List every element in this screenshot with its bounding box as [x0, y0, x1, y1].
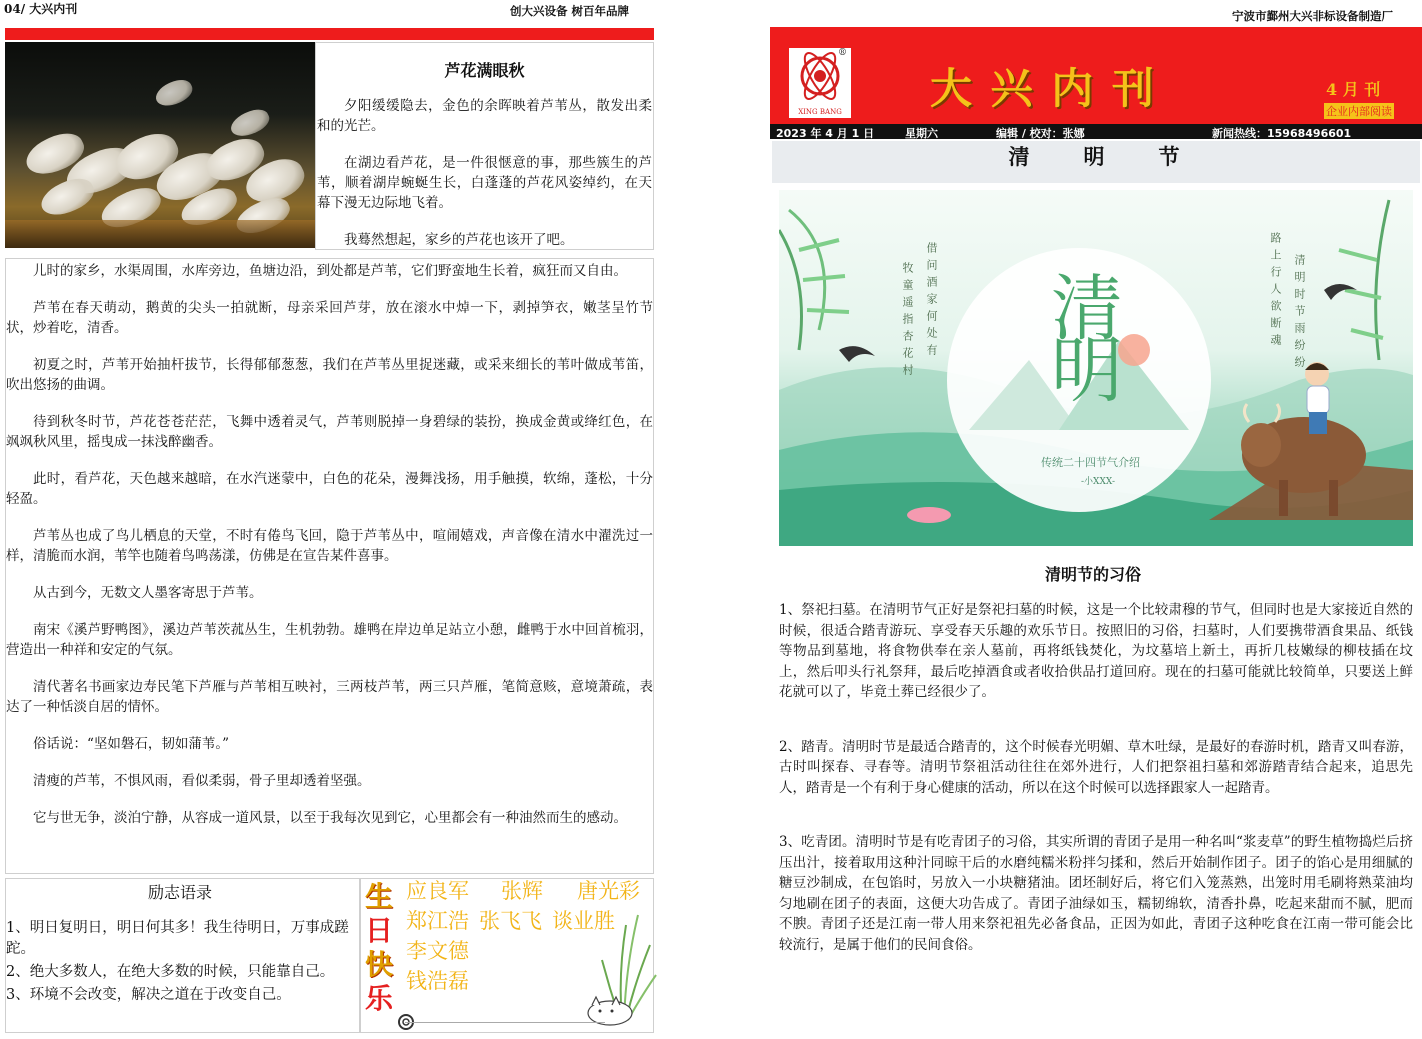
article-title: 芦花满眼秋 — [444, 61, 525, 80]
poem-right-col1: 清明时节雨纷纷 — [1293, 254, 1306, 373]
qingming-illustration — [779, 190, 1413, 546]
poem-left-col2: 牧童遥指杏花村 — [901, 262, 914, 381]
qingming-subtitle: 传统二十四节气介绍 — [1041, 456, 1140, 469]
issue-date: 2023 年 4 月 1 日 — [776, 127, 875, 140]
right-page-header: 宁波市鄞州大兴非标设备制造厂 — [1232, 9, 1393, 23]
birthday-title — [365, 880, 401, 1016]
motto-item: 2、绝大多数人，在绝大多数的时候，只能靠自己。 — [6, 964, 335, 980]
intro-paragraph: 我蓦然想起，家乡的芦花也该开了吧。 — [344, 232, 574, 248]
section-title: 清 明 节 — [1008, 144, 1184, 169]
left-page-header-left: 04/ 大兴内刊 — [4, 2, 78, 16]
birthday-name: 唐光彩 — [577, 879, 640, 903]
grass-cat-decoration — [582, 905, 658, 1031]
motto-title: 励志语录 — [147, 883, 212, 902]
birthday-name: 谈业胜 — [552, 909, 615, 933]
body-paragraph: 此时，看芦花，天色越来越暗，在水汽迷蒙中，白色的花朵，漫舞浅扬，用手触摸，软绵，蓬松，十分轻盈。 — [6, 471, 653, 507]
intro-paragraph: 夕阳缓缓隐去，金色的余晖映着芦苇丛，散发出柔和的光芒。 — [317, 98, 652, 134]
birthday-name: 钱浩磊 — [406, 969, 469, 993]
body-paragraph: 它与世无争，淡泊宁静，从容成一道风景，以至于我每次见到它，心里都会有一种油然而生的感动。 — [33, 810, 627, 826]
birthday-name: 张辉 — [501, 879, 543, 903]
reed-photo — [5, 42, 315, 248]
birthday-name: 李文德 — [406, 939, 469, 963]
custom-item: 1、祭祀扫墓。在清明节气正好是祭祀扫墓的时候，这是一个比较肃穆的节气，但同时也是大家接近自然的时候，很适合踏青游玩、享受春天乐趣的欢乐节日。按照旧的习俗，扫墓时，人们要携带酒食果品、纸钱等物品到墓地，将食物供奉在亲人墓前，再将纸钱焚化，为坟墓培上新土，再折几枝嫩绿的柳枝插在坟上，然后叩头行礼祭拜，最后吃掉酒食或者收拾供品打道回府。现在的扫墓可能就比较简单，只要送上鲜花就可以了，毕竟土葬已经很少了。 — [779, 602, 1413, 700]
birthday-name: 应良军 — [406, 879, 469, 903]
article-body — [6, 261, 653, 845]
birthday-name: 张飞飞 — [479, 909, 542, 933]
body-paragraph: 从古到今，无数文人墨客寄思于芦苇。 — [33, 585, 263, 601]
editor-credit: 编辑 / 校对：张娜 — [996, 127, 1085, 140]
custom-item: 3、吃青团。清明时节是有吃青团子的习俗，其实所谓的青团子是用一种名叫“浆麦草”的野生植物捣烂后挤压出汁，接着取用这种汁同晾干后的水磨纯糯米粉拌匀揉和，然后开始制作团子。团子的馅心是用细腻的糖豆沙制成，在包馅时，另放入一小块糖猪油。团坯制好后，将它们入笼蒸熟，出笼时用毛刷将熟菜油均匀地刷在团子的表面，这便大功告成了。青团子油绿如玉，糯韧绵软，清香扑鼻，吃起来甜而不腻，肥而不腴。青团子还是江南一带人用来祭祀祖先必备食品，正因为如此，青团子这种吃食在江南一带可能会比较流行，是属于他们的民间食俗。 — [779, 834, 1413, 953]
intro-text — [317, 96, 652, 267]
birthday-underline — [405, 1022, 605, 1023]
news-hotline: 新闻热线：15968496601 — [1212, 127, 1352, 140]
logo-text: XING BANG — [798, 108, 842, 116]
body-paragraph: 待到秋冬时节，芦花苍苍茫茫，飞舞中透着灵气，芦苇则脱掉一身碧绿的装扮，换成金黄或绛红色，在飒飒秋风里，摇曳成一抹浅醉幽香。 — [6, 414, 653, 450]
body-paragraph: 芦苇丛也成了鸟儿栖息的天堂，不时有倦鸟飞回，隐于芦苇丛中，喧闹嬉戏，声音像在清水中濯洗过一样，清脆而水润，苇竿也随着鸟鸣荡漾，仿佛是在宣告某件喜事。 — [6, 528, 653, 564]
company-logo — [789, 48, 851, 118]
motto-item: 1、明日复明日，明日何其多！我生待明日，万事成蹉跎。 — [6, 920, 349, 957]
birthday-title-char: 生 — [365, 880, 394, 913]
birthday-title-char: 快 — [365, 948, 394, 981]
poem-left-col1: 借问酒家何处有 — [925, 242, 938, 361]
customs-list — [779, 600, 1413, 955]
birthday-name: 郑江浩 — [406, 909, 469, 933]
body-paragraph: 儿时的家乡，水渠周围，水库旁边，鱼塘边沿，到处都是芦苇，它们野蛮地生长着，疯狂而又自由。 — [33, 263, 627, 279]
qingming-big-char: 清明 — [1039, 270, 1123, 394]
motto-list — [6, 918, 358, 1006]
qingming-tag: -小XXX- — [1081, 477, 1115, 487]
internal-reading-badge: 企业内部阅读 — [1326, 105, 1392, 118]
customs-title: 清明节的习俗 — [1044, 565, 1141, 584]
body-paragraph: 清瘦的芦苇，不惧风雨，看似柔弱，骨子里却透着坚强。 — [33, 773, 371, 789]
masthead-title: 大 兴 内 刊 — [930, 64, 1156, 113]
poem-right-col2: 路上行人欲断魂 — [1269, 232, 1282, 351]
issue-label: 4 月 刊 — [1326, 80, 1381, 99]
body-paragraph: 南宋《溪芦野鸭图》，溪边芦苇茨菰丛生，生机勃勃。雄鸭在岸边单足站立小憩，雌鸭于水中回首梳羽，营造出一种祥和安定的气氛。 — [6, 622, 653, 658]
left-page-header-right: 创大兴设备 树百年品牌 — [510, 4, 630, 18]
intro-paragraph: 在湖边看芦花，是一件很惬意的事，那些簇生的芦苇，顺着湖岸蜿蜒生长，白蓬蓬的芦花风姿绰约，在天幕下漫无边际地飞着。 — [317, 155, 652, 211]
body-paragraph: 清代著名书画家边寿民笔下芦雁与芦苇相互映衬，三两枝芦苇，两三只芦雁，笔简意赅，意境萧疏，表达了一种恬淡自居的情怀。 — [6, 679, 653, 715]
motto-item: 3、环境不会改变，解决之道在于改变自己。 — [6, 987, 291, 1003]
body-paragraph: 俗话说：“坚如磐石，韧如蒲苇。” — [33, 736, 230, 752]
birthday-title-char: 日 — [365, 914, 394, 947]
issue-weekday: 星期六 — [905, 127, 938, 140]
body-paragraph: 初夏之时，芦苇开始抽杆拔节，长得郁郁葱葱，我们在芦苇丛里捉迷藏，或采来细长的苇叶做成苇笛，吹出悠扬的曲调。 — [6, 357, 653, 393]
custom-item: 2、踏青。清明时节是最适合踏青的，这个时候春光明媚、草木吐绿，是最好的春游时机，踏青又叫春游，古时叫探春、寻春等。清明节祭祖活动往往在郊外进行，人们把祭祖扫墓和郊游踏青结合起来，追思先人，踏青是一个有利于身心健康的活动，所以在这个时候可以选择跟家人一起踏青。 — [779, 738, 1413, 796]
left-red-bar — [5, 28, 654, 40]
registered-mark: ® — [838, 48, 847, 58]
birthday-title-char: 乐 — [365, 982, 394, 1015]
body-paragraph: 芦苇在春天萌动，鹅黄的尖头一拍就断，母亲采回芦芽，放在滚水中焯一下，剥掉笋衣，嫩茎呈竹节状，炒着吃，清香。 — [6, 300, 653, 336]
